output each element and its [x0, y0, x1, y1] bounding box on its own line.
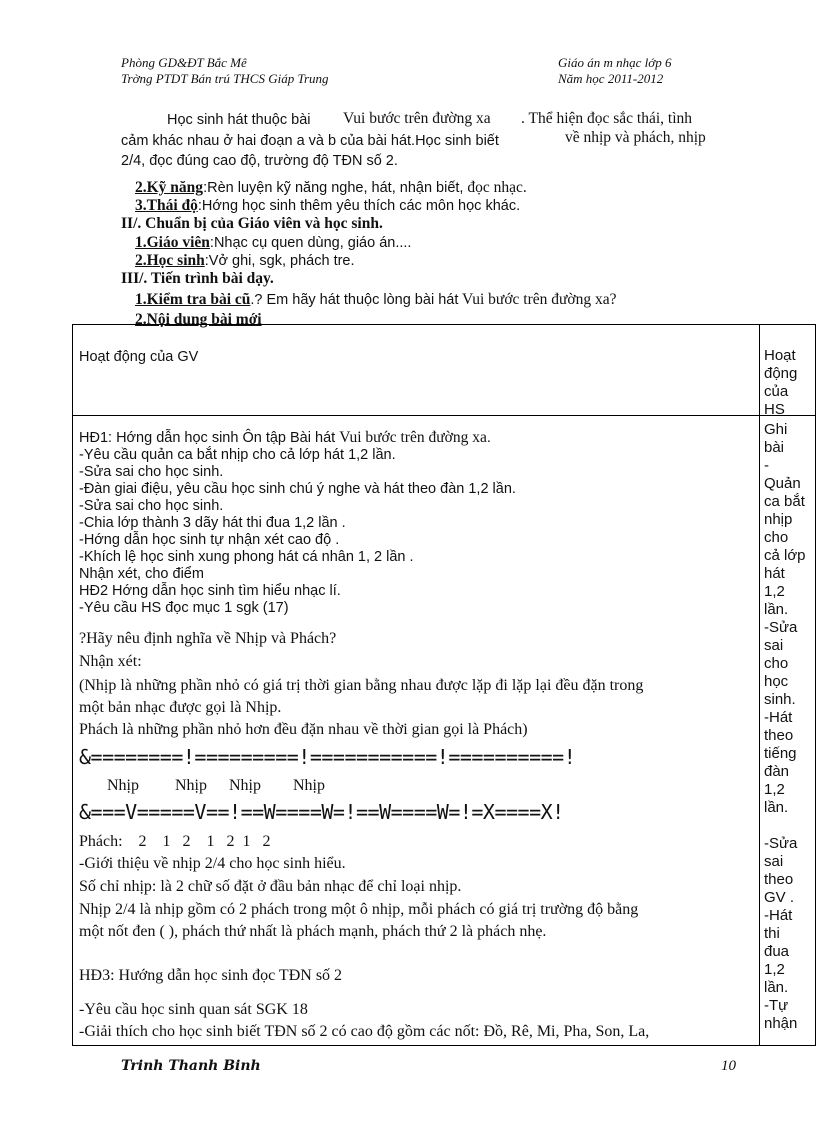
- phach-label: Phách:: [79, 833, 123, 850]
- phach-line: [79, 833, 271, 851]
- attitude-label: 3.Thái độ: [135, 197, 198, 214]
- col2-body-line: lần.: [764, 979, 789, 996]
- check-text: .? Em hãy hát thuộc lòng bài hát: [250, 292, 459, 308]
- col2-body-line: -Tự: [764, 997, 789, 1014]
- lesson-activity-table: [72, 324, 816, 1046]
- column-divider: [759, 325, 760, 1045]
- nhip-24-line2: một nốt đen ( ), phách thứ nhất là phách mạnh, phách thứ 2 là phách nhẹ.: [79, 923, 547, 940]
- header-school-name: Trờng PTDT Bán trú THCS Giáp Trung: [121, 71, 329, 86]
- skills-label: 2.Kỹ năng: [135, 179, 204, 196]
- header-subject: Giáo án m nhạc lớp 6: [558, 55, 672, 70]
- phach-values: 2 1 2 1 2 1 2: [138, 833, 271, 850]
- col2-body-line: cho: [764, 529, 789, 546]
- activity-row: [79, 429, 516, 447]
- music-staff-2: &===V=====V==!==W====W=!==W====W=!=X====X!: [79, 800, 564, 824]
- col2-body-line: [764, 817, 816, 835]
- col2-header-line: Hoạt: [764, 347, 796, 364]
- intro-24-line: -Giới thiệu về nhịp 2/4 cho học sinh hiểu.: [79, 855, 346, 872]
- so-chi-nhip-line: Số chỉ nhịp: là 2 chữ số đặt ở đầu bản nhạc để chỉ loại nhịp.: [79, 878, 462, 895]
- col2-body-line: cả lớp: [764, 547, 806, 564]
- activity-row: HĐ2 Hớng dẫn học sinh tìm hiểu nhạc lí.: [79, 583, 341, 599]
- col2-body-line: đua: [764, 943, 790, 960]
- check-end: ?: [609, 291, 617, 308]
- intro-line2b: về nhịp và phách, nhịp: [565, 129, 706, 146]
- col2-body-line: hát: [764, 565, 785, 582]
- student-line: [135, 252, 355, 270]
- section-3-heading: III/. Tiến trình bài dạy.: [121, 270, 274, 287]
- col2-body-line: lần.: [764, 601, 789, 618]
- nhip-24-line1: Nhịp 2/4 là nhịp gồm có 2 phách trong một ô nhịp, mỗi phách có giá trị trường độ bằng: [79, 901, 639, 918]
- col2-body-line: sai: [764, 853, 784, 870]
- col1-header: Hoạt động của GV: [79, 349, 199, 365]
- activity-row: Nhận xét, cho điểm: [79, 566, 204, 582]
- attitude-text: :Hớng học sinh thêm yêu thích các môn học khác.: [197, 198, 521, 214]
- footer-author: Trinh Thanh Binh: [121, 1058, 261, 1074]
- hd1-song: Vui bước trên đường xa: [339, 429, 487, 446]
- col2-body-line: Quản: [764, 475, 801, 492]
- col2-body-line: -Hát: [764, 709, 793, 726]
- hd3-heading: HĐ3: Hướng dẫn học sinh đọc TĐN số 2: [79, 967, 343, 984]
- nhip-label: Nhịp: [175, 777, 207, 794]
- definition-line2: một bản nhạc được gọi là Nhịp.: [79, 699, 282, 716]
- attitude-line: [135, 197, 520, 215]
- col2-body-line: đàn: [764, 763, 790, 780]
- col2-body-line: nhịp: [764, 511, 793, 528]
- music-staff-1: &========!=========!===========!==========!: [79, 745, 576, 769]
- col2-body-line: -Sửa: [764, 835, 798, 852]
- teacher-label: 1.Giáo viên: [135, 234, 210, 251]
- activity-list: [79, 429, 516, 617]
- student-text: :Vở ghi, sgk, phách tre.: [204, 253, 355, 269]
- activity-row: -Sửa sai cho học sinh.: [79, 498, 224, 514]
- intro-line1a: Học sinh hát thuộc bài: [167, 112, 311, 128]
- explain-line: -Giải thích cho học sinh biết TĐN số 2 có cao độ gồm các nốt: Đồ, Rê, Mi, Pha, Son, La,: [79, 1023, 650, 1040]
- intro-line3: 2/4, đọc đúng cao độ, trường độ TĐN số 2.: [121, 153, 398, 169]
- col2-body-line: GV .: [764, 889, 795, 906]
- col2-body-line: -: [764, 457, 769, 474]
- remark-line: Nhận xét:: [79, 653, 142, 670]
- activity-row: -Chia lớp thành 3 dãy hát thi đua 1,2 lần .: [79, 515, 346, 531]
- col2-body-line: bài: [764, 439, 785, 456]
- col2-header: [764, 347, 816, 419]
- col2-body-line: lần.: [764, 799, 789, 816]
- nhip-labels: [107, 777, 325, 795]
- col2-body-line: theo: [764, 871, 794, 888]
- activity-row: -Yêu cầu quản ca bắt nhịp cho cả lớp hát 1,2 lần.: [79, 447, 396, 463]
- col2-header-line: của: [764, 383, 789, 400]
- nhip-label: Nhịp: [229, 777, 261, 794]
- observe-line: -Yêu cầu học sinh quan sát SGK 18: [79, 1001, 308, 1018]
- header-row-divider: [73, 415, 815, 416]
- col2-header-line: động: [764, 365, 798, 382]
- col2-body-line: sinh.: [764, 691, 796, 708]
- col2-body-line: cho: [764, 655, 789, 672]
- teacher-text: :Nhạc cụ quen dùng, giáo án....: [209, 235, 412, 251]
- hd1-end: .: [486, 430, 491, 446]
- check-line: [135, 291, 616, 309]
- check-label: 1.Kiểm tra bài cũ: [135, 291, 251, 308]
- hd1-title: HĐ1: Hớng dẫn học sinh Ôn tập Bài hát: [79, 430, 336, 446]
- col2-body-line: 1,2: [764, 961, 785, 978]
- nhip-label: Nhịp: [293, 777, 325, 794]
- student-label: 2.Học sinh: [135, 252, 205, 269]
- intro-line2a: cảm khác nhau ở hai đoạn a và b của bài hát.Học sinh biết: [121, 133, 499, 149]
- col2-header-line: HS: [764, 401, 785, 418]
- activity-row: -Khích lệ học sinh xung phong hát cá nhân 1, 2 lần .: [79, 549, 414, 565]
- nhip-label: Nhịp: [107, 777, 139, 794]
- activity-row: -Sửa sai cho học sinh.: [79, 464, 224, 480]
- activity-row: -Đàn giai điệu, yêu cầu học sinh chú ý nghe và hát theo đàn 1,2 lần.: [79, 481, 516, 497]
- col2-body-line: ca bắt: [764, 493, 805, 510]
- col2-body-line: tiếng: [764, 745, 797, 762]
- header-school-dept: Phòng GD&ĐT Bắc Mê: [121, 55, 247, 70]
- teacher-line: [135, 234, 411, 252]
- question-line: ?Hãy nêu định nghĩa về Nhịp và Phách?: [79, 630, 337, 647]
- skills-text: :Rèn luyện kỹ năng nghe, hát, nhận biết,: [203, 180, 464, 196]
- col2-body-line: 1,2: [764, 583, 785, 600]
- col2-body-line: -Sửa: [764, 619, 798, 636]
- col2-body-line: nhận: [764, 1015, 798, 1032]
- col2-body-line: sai: [764, 637, 784, 654]
- check-song: Vui bước trên đường xa: [461, 291, 610, 308]
- col2-body-line: thi: [764, 925, 780, 942]
- col2-body-line: 1,2: [764, 781, 785, 798]
- col2-body-line: -Hát: [764, 907, 793, 924]
- col2-body-line: Ghi: [764, 421, 788, 438]
- student-activity-column: [764, 421, 816, 1033]
- footer-page-number: 10: [721, 1058, 736, 1074]
- intro-line1c: . Thể hiện đọc sắc thái, tình: [521, 110, 693, 127]
- col2-body-line: học: [764, 673, 789, 690]
- header-school-year: Năm học 2011-2012: [558, 71, 664, 86]
- skills-line: [135, 179, 527, 197]
- new-lesson-heading: 2.Nội dung bài mới: [135, 311, 262, 328]
- activity-row: -Yêu cầu HS đọc mục 1 sgk (17): [79, 600, 289, 616]
- activity-row: -Hớng dẫn học sinh tự nhận xét cao độ .: [79, 532, 340, 548]
- definition-line1: (Nhịp là những phần nhỏ có giá trị thời gian bằng nhau được lặp đi lặp lại đều đặn trong: [79, 677, 644, 694]
- definition-line3: Phách là những phần nhỏ hơn đều đặn nhau về thời gian gọi là Phách): [79, 721, 528, 738]
- skills-text2: đọc nhạc.: [467, 179, 527, 196]
- section-2-heading: II/. Chuẩn bị của Giáo viên và học sinh.: [121, 215, 383, 232]
- intro-song-title: Vui bước trên đường xa: [343, 110, 491, 127]
- col2-body-line: theo: [764, 727, 794, 744]
